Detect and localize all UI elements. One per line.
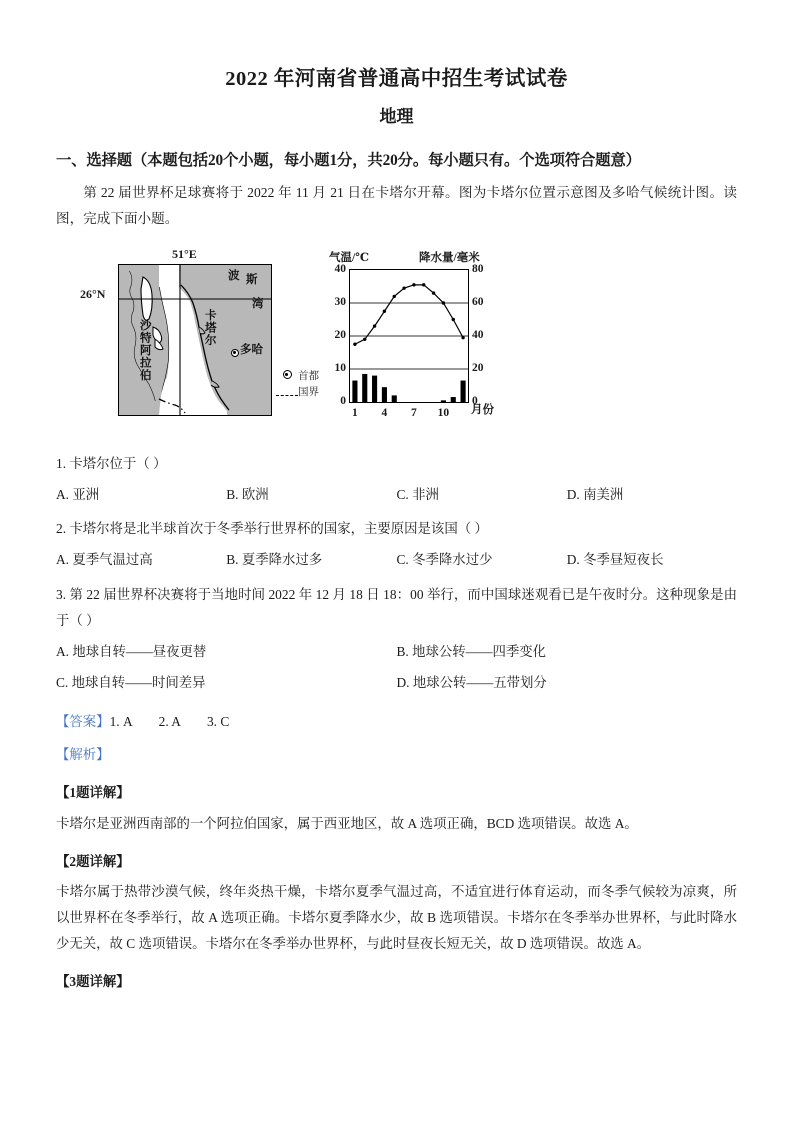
chart-ytick-left: 10 [334, 361, 346, 374]
chart-ytick-left: 0 [340, 394, 346, 407]
map-label-qatar: 卡塔尔 [203, 308, 216, 347]
answer-line [56, 709, 737, 735]
chart-graphic [350, 270, 468, 402]
question-3-options-row-2 [56, 670, 737, 696]
map-longitude-label: 51°E [172, 246, 197, 261]
section-heading: 一、选择题（本题包括20个小题，每小题1分，共20分。每小题只有。个选项符合题意） [56, 152, 641, 170]
subject-title: 地理 [379, 106, 414, 126]
figures-row [56, 247, 737, 439]
question-2-option-a[interactable]: A. 夏季气温过高 [56, 552, 153, 568]
chart-ytick-right: 40 [472, 328, 484, 341]
answer-item-1: 1. A [109, 714, 133, 730]
capital-marker-doha [231, 349, 239, 357]
legend-item-border [276, 385, 319, 401]
question-3-option-a[interactable]: A. 地球自转——昼夜更替 [56, 643, 207, 659]
question-2-options [56, 547, 737, 573]
map-label-doha: 多哈 [240, 343, 263, 356]
answer-tag: 【答案】 [56, 714, 110, 730]
analysis-detail-2 [56, 849, 737, 958]
chart-xtick: 10 [437, 406, 450, 419]
analysis-detail-3-head: 【3题详解】 [56, 974, 130, 990]
map-label-gulf-2: 斯 [246, 273, 258, 286]
analysis-detail-2-body: 卡塔尔属于热带沙漠气候，终年炎热干燥，卡塔尔夏季气温过高，不适宜进行体育运动，而冬季气候较为凉爽，所以世界杯在冬季举行，故 A 选项正确。卡塔尔夏季降水少，故 B 选项错误。卡塔尔在冬季举办世界杯，与此时降水少无关，故 C 选项错误。卡塔尔在冬季举办世界杯，与此时昼夜长短无关，故 D 选项错误。故选 A。 [56, 883, 737, 952]
page-title: 2022 年河南省普通高中招生考试试卷 [225, 68, 568, 90]
chart-ytick-right: 60 [472, 295, 484, 308]
question-1-option-c[interactable]: C. 非洲 [396, 487, 439, 503]
analysis-detail-3 [56, 969, 737, 995]
legend-item-capital [276, 369, 319, 385]
question-3-option-b[interactable]: B. 地球公转——四季变化 [396, 643, 547, 659]
question-2-option-c[interactable]: C. 冬季降水过少 [396, 552, 493, 568]
question-3-option-d[interactable]: D. 地球公转——五带划分 [396, 674, 547, 690]
chart-ytick-right: 80 [472, 262, 484, 275]
question-1-stem: 1. 卡塔尔位于（ ） [56, 455, 167, 471]
question-1 [56, 451, 737, 508]
intro-paragraph: 第 22 届世界杯足球赛将于 2022 年 11 月 21 日在卡塔尔开幕。图为卡塔尔位置示意图及多哈气候统计图。读图，完成下面小题。 [56, 184, 737, 227]
chart-ytick-right: 0 [472, 394, 478, 407]
map-label-saudi-arabia: 沙特阿拉伯 [138, 318, 151, 382]
chart-xtick: 4 [381, 406, 388, 419]
question-2 [56, 516, 737, 573]
question-1-option-b[interactable]: B. 欧洲 [226, 487, 269, 503]
map-latitude-label: 26°N [80, 286, 106, 301]
answer-items [110, 714, 256, 729]
question-1-options [56, 482, 737, 508]
chart-ytick-left: 20 [334, 328, 346, 341]
map-legend [276, 369, 319, 402]
chart-ytick-left: 40 [334, 262, 346, 275]
question-2-option-b[interactable]: B. 夏季降水过多 [226, 552, 323, 568]
answer-item-2: 2. A [158, 714, 181, 730]
chart-xtick: 1 [352, 406, 358, 419]
doha-climate-chart [315, 249, 520, 439]
analysis-detail-1-body: 卡塔尔是亚洲西南部的一个阿拉伯国家，属于西亚地区，故 A 选项正确，BCD 选项错误。故选 A。 [56, 815, 638, 831]
legend-label-capital: 首都 [298, 370, 319, 382]
chart-ytick-left: 30 [334, 295, 346, 308]
analysis-detail-2-head: 【2题详解】 [56, 853, 130, 869]
question-1-option-a[interactable]: A. 亚洲 [56, 487, 100, 503]
chart-xlabel: 月份 [471, 403, 494, 416]
analysis-detail-1 [56, 780, 737, 836]
chart-xtick: 7 [411, 406, 417, 419]
analysis-tag: 【解析】 [56, 747, 110, 763]
chart-ylabel: 气温/℃ [329, 251, 369, 264]
question-1-option-d[interactable]: D. 南美洲 [566, 487, 624, 503]
question-3-option-c[interactable]: C. 地球自转——时间差异 [56, 674, 206, 690]
border-dash-icon [276, 386, 298, 402]
answer-item-3: 3. C [206, 714, 230, 730]
map-label-gulf-1: 波 [226, 268, 239, 282]
capital-dot-icon [276, 369, 298, 385]
question-2-option-d[interactable]: D. 冬季昼短夜长 [566, 552, 664, 568]
chart-y2label: 降水量/毫米 [419, 251, 480, 264]
map-label-gulf-3: 湾 [252, 297, 264, 310]
analysis-detail-1-head: 【1题详解】 [56, 785, 130, 801]
question-2-stem: 2. 卡塔尔将是北半球首次于冬季举行世界杯的国家，主要原因是该国（ ） [56, 521, 488, 537]
question-3 [56, 582, 737, 697]
legend-label-border: 国界 [298, 387, 319, 399]
question-3-stem: 3. 第 22 届世界杯决赛将于当地时间 2022 年 12 月 18 日 18：00 举行，而中国球迷观看已是午夜时分。这种现象是由于（ ） [56, 586, 737, 628]
question-3-options-row-1 [56, 639, 737, 665]
chart-ytick-right: 20 [472, 361, 484, 374]
qatar-location-map [80, 246, 319, 432]
